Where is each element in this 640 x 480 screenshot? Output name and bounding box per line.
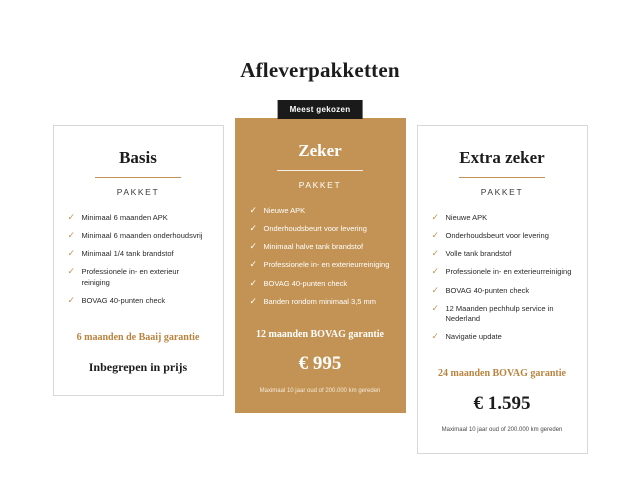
fineprint-label: Maximaal 10 jaar oud of 200.000 km gereden — [441, 427, 563, 433]
list-item — [432, 231, 573, 241]
feature-list — [68, 213, 209, 306]
price-label: € 1.595 — [473, 393, 531, 414]
feature-label: Nieuwe APK — [263, 206, 306, 215]
check-icon: ✓ — [249, 223, 258, 234]
check-icon: ✓ — [431, 284, 440, 295]
list-item — [250, 224, 391, 234]
check-icon: ✓ — [67, 212, 76, 222]
check-icon: ✓ — [67, 248, 76, 259]
guarantee-label: 24 maanden BOVAG garantie — [438, 368, 566, 379]
package-card-zeker[interactable] — [235, 105, 406, 413]
package-subtitle: PAKKET — [298, 180, 342, 190]
check-icon: ✓ — [431, 212, 440, 222]
list-item — [432, 213, 573, 223]
check-icon: ✓ — [431, 248, 440, 259]
package-cards — [0, 105, 640, 454]
feature-label: Onderhoudsbeurt voor levering — [263, 224, 367, 234]
list-item — [68, 296, 209, 306]
check-icon: ✓ — [67, 294, 76, 305]
fineprint-label: Maximaal 10 jaar oud of 200.000 km gereden — [259, 387, 381, 394]
feature-label: BOVAG 40-punten check — [263, 278, 348, 288]
list-item — [432, 249, 573, 259]
feature-label: Onderhoudsbeurt voor levering — [445, 231, 549, 241]
feature-label: Professionele in- en exterieurreiniging — [263, 260, 390, 270]
list-item — [250, 260, 391, 270]
price-label: Inbegrepen in prijs — [88, 359, 188, 374]
check-icon: ✓ — [67, 266, 76, 277]
package-title: Basis — [119, 148, 157, 167]
feature-label: 12 Maanden pechhulp service in Nederland — [445, 303, 554, 323]
price-label: € 995 — [298, 352, 342, 374]
feature-label: Volle tank brandstof — [445, 249, 512, 259]
package-title: Zeker — [298, 141, 342, 160]
check-icon: ✓ — [249, 259, 258, 270]
check-icon: ✓ — [249, 205, 258, 215]
list-item — [432, 267, 573, 277]
page-title: Afleverpakketten — [240, 58, 400, 82]
list-item — [250, 206, 391, 216]
check-icon: ✓ — [431, 266, 440, 277]
list-item — [432, 332, 573, 342]
check-icon: ✓ — [431, 302, 440, 313]
package-subtitle: PAKKET — [116, 187, 160, 197]
package-card-basis[interactable] — [53, 125, 224, 396]
guarantee-label: 12 maanden BOVAG garantie — [256, 328, 384, 340]
feature-label: BOVAG 40-punten check — [81, 295, 166, 305]
status-badge: Meest gekozen — [278, 100, 363, 119]
feature-label: Minimaal halve tank brandstof — [263, 242, 364, 252]
feature-label: Minimaal 1/4 tank brandstof — [81, 249, 174, 259]
feature-label: Professionele in- en exterieur reiniging — [81, 267, 180, 287]
title-divider — [459, 177, 545, 178]
list-item — [68, 213, 209, 223]
list-item — [432, 286, 573, 296]
feature-label: BOVAG 40-punten check — [445, 285, 530, 295]
package-subtitle: PAKKET — [480, 187, 524, 197]
check-icon: ✓ — [249, 295, 258, 306]
check-icon: ✓ — [249, 277, 258, 288]
feature-label: Navigatie update — [445, 331, 502, 341]
title-divider — [95, 177, 181, 178]
list-item — [68, 249, 209, 259]
list-item — [250, 279, 391, 289]
feature-list — [432, 213, 573, 342]
guarantee-label: 6 maanden de Baaij garantie — [76, 331, 200, 343]
check-icon: ✓ — [431, 330, 440, 341]
list-item — [250, 297, 391, 307]
check-icon: ✓ — [249, 241, 258, 252]
list-item — [432, 304, 573, 324]
check-icon: ✓ — [431, 230, 440, 241]
feature-list — [250, 206, 391, 307]
feature-label: Banden rondom minimaal 3,5 mm — [263, 296, 377, 306]
title-divider — [277, 170, 363, 171]
package-card-extra-zeker[interactable] — [417, 125, 588, 454]
feature-label: Nieuwe APK — [445, 213, 488, 222]
check-icon: ✓ — [67, 230, 76, 241]
feature-label: Minimaal 6 maanden APK — [81, 213, 168, 222]
feature-label: Minimaal 6 maanden onderhoudsvrij — [81, 231, 203, 241]
list-item — [68, 267, 209, 287]
list-item — [68, 231, 209, 241]
list-item — [250, 242, 391, 252]
feature-label: Professionele in- en exterieurreiniging — [445, 267, 572, 277]
package-title: Extra zeker — [459, 148, 545, 167]
